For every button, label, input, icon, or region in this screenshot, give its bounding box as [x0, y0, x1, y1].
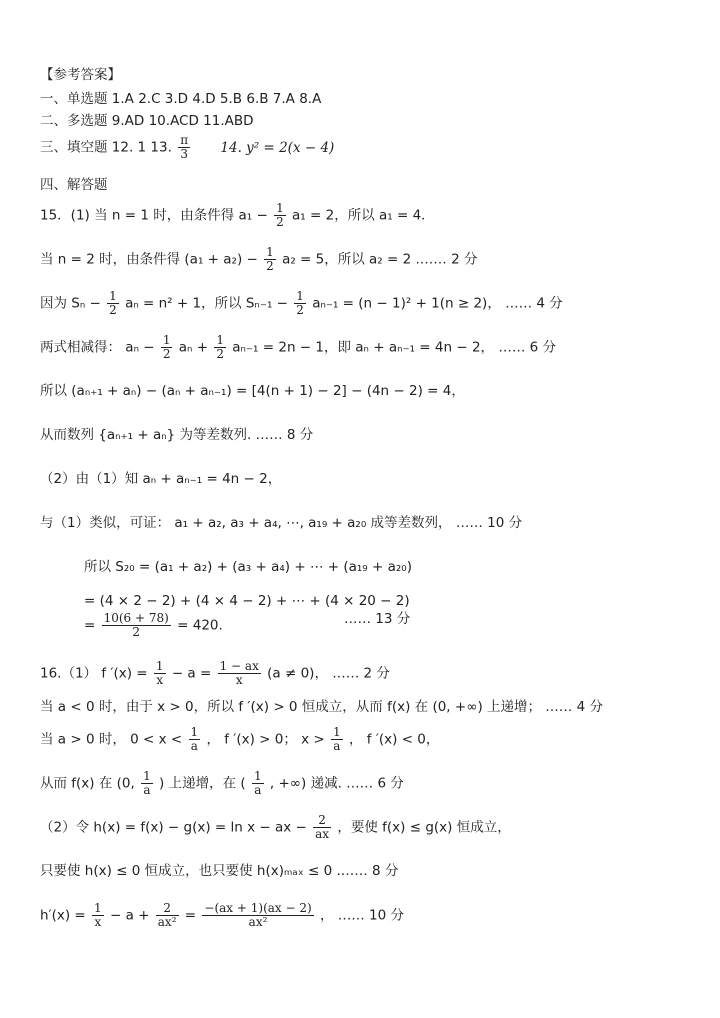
q15-sum-line-2: = (4 × 2 − 2) + (4 × 4 − 2) + ⋯ + (4 × 20 − 2) [84, 593, 410, 609]
fill-blank-answers: 三、填空题 12. 1 13. $\frac{\pi}{3}$ 14. y² = 2(x − 4) [40, 133, 335, 161]
q15-step-8: 与（1）类似，可证： a₁ + a₂, a₃ + a₄, ⋯, a₁₉ + a₂₀ 成等差数列， …… 10 分 [40, 515, 523, 531]
q16-step-1: 16.（1） f ′(x) = $\frac{1}{x}$ − a = $\frac{1 - ax}{x}$ (a ≠ 0)， …… 2 分 [40, 659, 390, 687]
q16-derivative: h′(x) = $\frac{1}{x}$ − a + $\frac{2}{\text{ax²}}$ = $\frac{-(ax + 1)(ax - 2)}{\text{ax²}}$ ， …… 10 分 [40, 901, 405, 929]
q16-part-2: （2）令 h(x) = f(x) − g(x) = ln x − ax − $\frac{2}{ax}$ ，要使 f(x) ≤ g(x) 恒成立， [40, 813, 511, 841]
q15-step-1: 15．(1) 当 n = 1 时，由条件得 a₁ − $\frac{1}{2}$ a₁ = 2，所以 a₁ = 4． [40, 201, 435, 229]
q15-step-4: 两式相减得： aₙ − $\frac{1}{2}$ aₙ + $\frac{1}{2}$ aₙ₋₁ = 2n − 1，即 aₙ + aₙ₋₁ = 4n − 2， …… 6 分 [40, 333, 557, 361]
q16-step-2: 当 a < 0 时，由于 x > 0，所以 f ′(x) > 0 恒成立，从而 f(x) 在 (0, +∞) 上递增； …… 4 分 [40, 699, 603, 715]
q15-step-5: 所以 (aₙ₊₁ + aₙ) − (aₙ + aₙ₋₁) = [4(n + 1) − 2] − (4n − 2) = 4， [40, 383, 465, 399]
q15-score-13: …… 13 分 [344, 611, 411, 627]
q16-step-4: 从而 f(x) 在 (0, $\frac{1}{a}$ ) 上递增，在 ( $\frac{1}{a}$ , +∞) 递减. …… 6 分 [40, 769, 404, 797]
q15-step-6: 从而数列 {aₙ₊₁ + aₙ} 为等差数列. …… 8 分 [40, 427, 314, 443]
q15-step-2: 当 n = 2 时，由条件得 (a₁ + a₂) − $\frac{1}{2}$ a₂ = 5，所以 a₂ = 2 .…… 2 分 [40, 245, 478, 273]
q16-step-3: 当 a > 0 时， 0 < x < $\frac{1}{a}$ ， f ′(x) > 0； x > $\frac{1}{a}$ ， f ′(x) < 0， [40, 725, 440, 753]
q16-step-6: 只要使 h(x) ≤ 0 恒成立，也只要使 h(x)ₘₐₓ ≤ 0 .…… 8 分 [40, 863, 399, 879]
single-choice-answers: 一、单选题 1.A 2.C 3.D 4.D 5.B 6.B 7.A 8.A [40, 91, 322, 107]
multi-choice-answers: 二、多选题 9.AD 10.ACD 11.ABD [40, 113, 254, 129]
q15-step-3: 因为 Sₙ − $\frac{1}{2}$ aₙ = n² + 1，所以 Sₙ₋₁ − $\frac{1}{2}$ aₙ₋₁ = (n − 1)² + 1(n ≥ 2)， …… 4 分 [40, 289, 563, 317]
q15-sum-line-3: = $\frac{10(6 + 78)}{2}$ = 420. [84, 611, 223, 639]
q15-sum-line-1: 所以 S₂₀ = (a₁ + a₂) + (a₃ + a₄) + ⋯ + (a₁₉ + a₂₀) [84, 559, 412, 575]
q15-part-2: （2）由（1）知 aₙ + aₙ₋₁ = 4n − 2， [40, 471, 282, 487]
answer-heading: 【参考答案】 [40, 67, 121, 83]
section-solve-heading: 四、解答题 [40, 177, 108, 193]
